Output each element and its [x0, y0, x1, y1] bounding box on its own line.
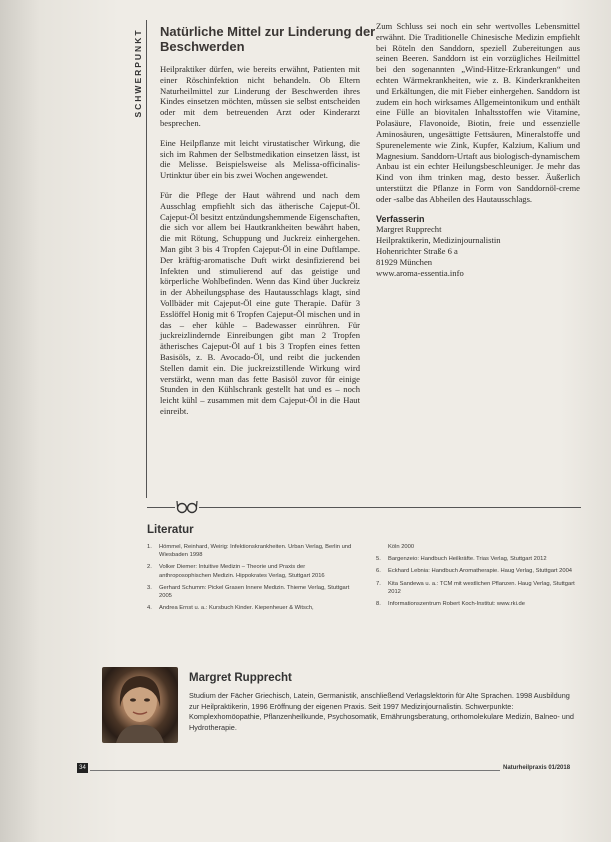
paragraph: Zum Schluss sei noch ein sehr wertvolles Lebensmittel erwähnt. Die Traditionelle Chinesische Medizin empfiehlt bei Röteln den Sanddorn, speziell Zubereitungen aus seinen Beeren. Sanddorn ist ein vorzügliches Heilmittel bei den sogenannten „Wind-Hitze-Erkrankungen“ und echten Wärmekrankheiten, wie z. B. Kinderkrankheiten und Erkältungen, die mit Fieber einhergehen. Sanddorn ist zudem ein hoch wirksames Allgemeintonikum und enthält eine Fülle an biovitalen Inhaltsstoffen wie Vitamine, Polasäure, Flavonoide, Biotin, freie und essenzielle Aminosäuren, ungesättigte Fettsäuren, Mineralstoffe und Spurenelemente wie Zink, Kupfer, Kalzium, Kalium und Magnesium. Sanddorn-Urtaft aus biologisch-dynamischem Anbau ist ein echter Heilungsbeschleuniger. Je mehr das Kind von ihm trinken mag, desto besser. Äußerlich unterstützt die Pflanze in Form von Sanddornöl-creme oder -salbe das Abheilen des Hautausschlags. — [376, 21, 580, 204]
literature-heading: Literatur — [147, 524, 194, 536]
literature-list-left — [147, 543, 357, 616]
author-photo — [102, 667, 178, 743]
list-item: 7. Kita Sandewa u. a.: TCM mit westlichen Pflanzen. Haug Verlag, Stuttgart 2012 — [376, 580, 575, 595]
list-item: 5. Bargenzeio: Handbuch Heilkräfte. Trias Verlag, Stuttgart 2012 — [376, 556, 547, 563]
footer-divider — [90, 770, 500, 771]
footer-publication: Naturheilpraxis 01/2018 — [503, 765, 571, 771]
right-column — [376, 21, 580, 279]
portrait-image — [102, 667, 178, 743]
list-item: 8. Informationszentrum Robert Koch-Institut: www.rki.de — [376, 601, 525, 608]
author-heading: Verfasserin — [376, 213, 425, 224]
bio-text: Studium der Fächer Griechisch, Latein, Germanistik, anschließend Verlagslektorin für Alte Sprachen. 1998 Ausbildung zur Heilpraktikerin, 1996 Eröffnung der eigenen Praxis. Seit 1997 Medizinjournalistin. Schwerpunkte: Komplexhomöopathie, Pflanzenheilkunde, Psychosomatik, Ernährungsberatung, orthomolekulare Medizin, Balneo- und Hydrotherapie. — [189, 691, 574, 732]
section-label: SCHWERPUNKT — [133, 28, 143, 118]
author-line: 81929 München — [376, 257, 433, 268]
column-divider — [146, 20, 147, 498]
author-address — [376, 224, 580, 279]
author-line: Heilpraktikerin, Medizinjournalistin — [376, 235, 501, 246]
glasses-icon — [176, 498, 198, 516]
paragraph: Eine Heilpflanze mit leicht virustatischer Wirkung, die sich im Rahmen der Selbstmedikation einsetzen lässt, ist die Melisse. Beispielsweise als Melissa-officinalis-Urtinktur über ein bis zwei Wochen angewendet. — [160, 137, 360, 181]
list-item: Köln 2000 — [388, 544, 415, 550]
literature-list-right — [376, 543, 581, 612]
list-item: 2. Volker Diemer: Intuitive Medizin – Theorie und Praxis der anthroposophischen Medizin. Hippokrates Verlag, Stuttgart 2016 — [147, 564, 325, 579]
author-line: Hohenrichter Straße 6 a — [376, 246, 458, 257]
bio-name: Margret Rupprecht — [189, 672, 292, 684]
paragraph: Für die Pflege der Haut während und nach dem Ausschlag empfiehlt sich das ätherische Cajeput-Öl. Cajeput-Öl besitzt entzündungshemmende Eigenschaften, die sich vor allem bei Hautkrankheiten bewährt haben, die mit Rötung, Schuppung und Juckreiz einhergehen. Man gibt 3 bis 4 Tropfen Cajeput-Öl in eine Duftlampe. Der kräftig-aromatische Duft wirkt desinfizierend bei Infekten und stimulierend auf das geistige und körperliche Wohlbefinden. Wenn das Kind über Juckreiz in der Abheilungsphase des Hautausschlags klagt, sind Vollbäder mit Cajeput-Öl eine gute Therapie. Dafür 3 Esslöffel Honig mit 6 Tropfen Cajeput-Öl mischen und in das – eher kühle – Badewasser einrühren. Für juckreizlindernde Einreibungen gibt man 2 Tropfen ätherisches Cajeput-Öl auf 1 bis 3 Tropfen eines fetten Basisöls, z. B. Avocado-Öl, und reibt die juckenden Stellen damit ein. Die juckreizstillende Wirkung wird verstärkt, wenn man das fette Basisöl zuvor für einige Stunden in den Kühlschrank gestellt hat und es – noch leicht kühl – zusammen mit dem Cajeput-Öl in die Haut einreibt. — [160, 189, 360, 416]
list-item: 3. Gerhard Schumm: Pickel Grasen Innere Medizin. Thieme Verlag, Stuttgart 2005 — [147, 584, 350, 600]
list-item: 4. Andrea Ernst u. a.: Kursbuch Kinder. Kiepenheuer & Witsch, — [147, 605, 314, 612]
list-item: 6. Eckhard Lebnia: Handbuch Aromatherapie. Haug Verlag, Stuttgart 2004 — [376, 568, 573, 575]
divider-line — [199, 507, 581, 508]
page-number: 34 — [77, 763, 88, 773]
paragraph: Heilpraktiker dürfen, wie bereits erwähnt, Patienten mit einer Röschinfektion nicht behandeln. Ob Eltern Naturheilmittel zur Linderung der Beschwerden ihres Kindes einsetzen möchten, müssen sie selbst entscheiden oder mit dem betreuenden Arzt oder Kinderarzt besprechen. — [160, 64, 360, 128]
left-column — [160, 64, 360, 426]
author-website-link[interactable]: www.aroma-essentia.info — [376, 268, 464, 279]
list-item: 1. Hömmel, Reinhard, Weirig: Infektionskrankheiten. Urban Verlag, Berlin und Wiesbaden 1998 — [147, 544, 352, 559]
divider-line — [147, 507, 175, 508]
author-line: Margret Rupprecht — [376, 224, 442, 235]
article-heading: Natürliche Mittel zur Linderung der Beschwerden — [160, 24, 376, 54]
